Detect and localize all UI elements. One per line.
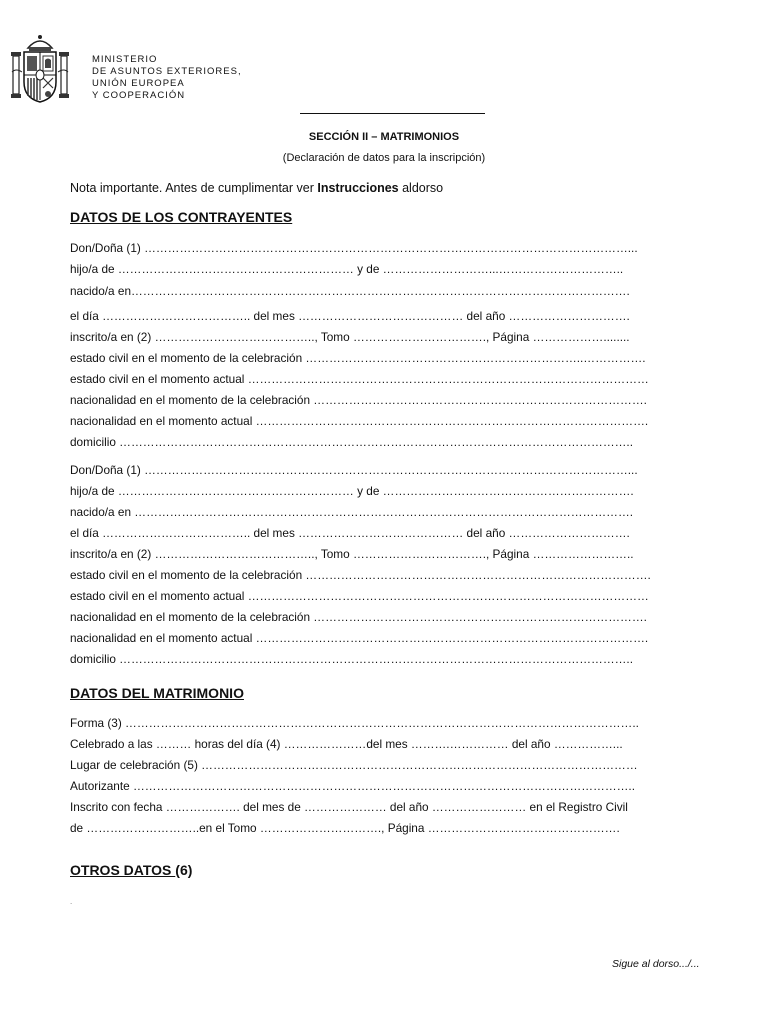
form-row-nacionalidad-celebracion-2[interactable]: nacionalidad en el momento de la celebración …………………………………………………………………………. <box>70 610 647 624</box>
form-row-nacionalidad-actual-2[interactable]: nacionalidad en el momento actual ………………………………………………………………………………………. <box>70 631 649 645</box>
form-row-don-dona-2[interactable]: Don/Doña (1) ……………………………………………………………………………………………………………... <box>70 463 638 477</box>
important-note <box>70 181 443 195</box>
otros-heading <box>70 862 192 878</box>
note-suffix: aldorso <box>398 181 444 195</box>
form-row-domicilio-2[interactable]: domicilio ………………………………………………………………………………………………………………….. <box>70 652 633 666</box>
form-row-nacionalidad-celebracion-1[interactable]: nacionalidad en el momento de la celebración …………………………………………………………………………. <box>70 393 647 407</box>
form-row-nacido-en-1[interactable]: nacido/a en………………………………………………………………………………………………………………. <box>70 284 630 298</box>
form-row-forma[interactable]: Forma (3) ………………………………………………………………………………………………………………….. <box>70 716 639 730</box>
form-row-inscrito-fecha[interactable]: Inscrito con fecha ………………. del mes de ………………… del año …………………… en el Registro Civil <box>70 800 628 814</box>
ministry-line: MINISTERIO <box>92 54 158 65</box>
form-row-estado-civil-actual-1[interactable]: estado civil en el momento actual ………………………………………………………………………………………… <box>70 372 649 386</box>
ministry-line: Y COOPERACIÓN <box>92 90 186 101</box>
otros-heading-label: OTROS DATOS <box>70 862 176 878</box>
form-row-estado-civil-celebracion-1[interactable]: estado civil en el momento de la celebración ……………………………………………………………..……………. <box>70 351 646 365</box>
form-row-fecha-nacimiento-1[interactable]: el día ……………………………….. del mes …………………………………… del año …………………………. <box>70 309 630 323</box>
form-row-nacido-en-2[interactable]: nacido/a en ………………………………………………………………………………………………………………. <box>70 505 634 519</box>
form-row-hijo-de-2[interactable]: hijo/a de …………………………………………………… y de ………………………………………………………. <box>70 484 634 498</box>
contrayentes-heading: DATOS DE LOS CONTRAYENTES <box>70 209 293 225</box>
continue-note: Sigue al dorso.../... <box>612 958 700 970</box>
ministry-line: DE ASUNTOS EXTERIORES, <box>92 66 242 77</box>
form-row-lugar-celebracion[interactable]: Lugar de celebración (5) ………………………………………………………………………………………………… <box>70 758 638 772</box>
form-row-nacionalidad-actual-1[interactable]: nacionalidad en el momento actual ………………………………………………………………………………………. <box>70 414 649 428</box>
section-title: SECCIÓN II – MATRIMONIOS <box>308 131 460 143</box>
form-row-hijo-de-1[interactable]: hijo/a de …………………………………………………… y de ………………………...………………………….. <box>70 262 624 276</box>
form-row-estado-civil-celebracion-2[interactable]: estado civil en el momento de la celebración ……………………………………………………………………………. <box>70 568 651 582</box>
form-row-inscrito-2[interactable]: inscrito/a en (2) ………………………………….., Tomo ……………………………., Página …………………….. <box>70 547 634 561</box>
form-row-inscrito-1[interactable]: inscrito/a en (2) ………………………………….., Tomo ……………………………., Página ………………........ <box>70 330 630 344</box>
matrimonio-heading: DATOS DEL MATRIMONIO <box>70 685 244 701</box>
page-header <box>10 32 242 106</box>
ministry-line: UNIÓN EUROPEA <box>92 78 185 89</box>
form-row-domicilio-1[interactable]: domicilio ………………………………………………………………………………………………………………….. <box>70 435 633 449</box>
header-divider <box>300 113 485 114</box>
section-subtitle: (Declaración de datos para la inscripción) <box>282 152 486 164</box>
form-row-autorizante[interactable]: Autorizante ……………………………………………………………………………………………………………….. <box>70 779 635 793</box>
stray-dot: . <box>70 897 73 906</box>
coat-of-arms-icon <box>10 32 70 106</box>
form-row-fecha-nacimiento-2[interactable]: el día ……………………………….. del mes …………………………………… del año …………………………. <box>70 526 630 540</box>
form-row-registro-tomo[interactable]: de ………………………..en el Tomo …………………………., Página …………………………………………. <box>70 821 620 835</box>
ministry-name <box>92 54 242 102</box>
form-row-don-dona-1[interactable]: Don/Doña (1) ……………………………………………………………………………………………………………... <box>70 241 638 255</box>
otros-heading-note: (6) <box>175 862 193 878</box>
form-row-estado-civil-actual-2[interactable]: estado civil en el momento actual ………………………………………………………………………………………… <box>70 589 649 603</box>
note-instructions: Instrucciones <box>317 181 399 195</box>
form-row-celebrado[interactable]: Celebrado a las ……… horas del día (4) …………………del mes ……….…………… del año ……………... <box>70 737 623 751</box>
note-prefix: Nota importante. Antes de cumplimentar ver <box>70 181 318 195</box>
